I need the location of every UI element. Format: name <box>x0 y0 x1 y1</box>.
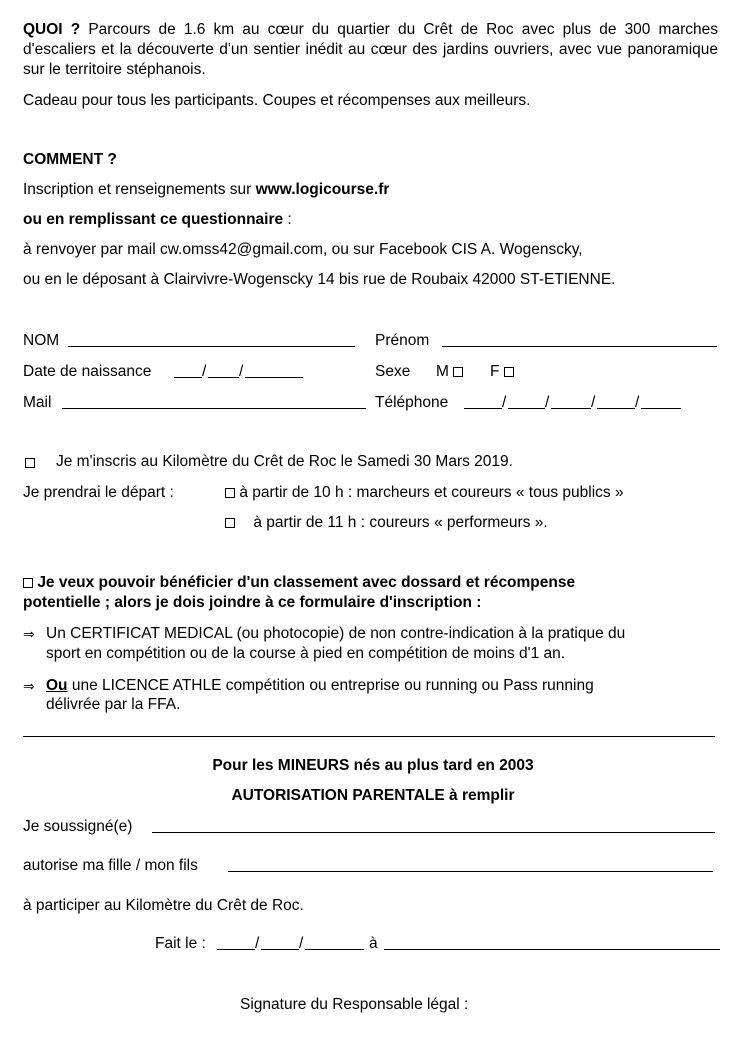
tel-sep-4: / <box>635 394 640 411</box>
certificat-line2: sport en compétition ou de la course à pied en compétition de moins d'1 an. <box>46 645 566 662</box>
date-sep-2: / <box>239 363 244 380</box>
sexe-m-option[interactable] <box>436 363 463 381</box>
questionnaire-rest: : <box>283 211 292 228</box>
date-sep-1: / <box>202 363 207 380</box>
quoi-label: QUOI ? <box>23 21 81 38</box>
naissance-label: Date de naissance <box>23 363 152 380</box>
inscription-main: Je m'inscris au Kilomètre du Crêt de Roc le Samedi 30 Mars 2019. <box>56 453 513 470</box>
sexe-f-option[interactable] <box>490 363 514 381</box>
quoi-paragraph <box>23 20 718 80</box>
cadeau-text: Cadeau pour tous les participants. Coupes et récompenses aux meilleurs. <box>23 92 531 109</box>
website-link[interactable]: www.logicourse.fr <box>255 181 390 198</box>
depart-10h-checkbox[interactable] <box>225 488 235 498</box>
naissance-month-field[interactable] <box>208 377 239 378</box>
tel-sep-2: / <box>545 394 550 411</box>
classement-text1: Je veux pouvoir bénéficier d'un classement avec dossard et récompense <box>37 574 576 591</box>
inscription-option[interactable] <box>25 454 35 472</box>
nom-field[interactable] <box>68 346 355 347</box>
participer-text: à participer au Kilomètre du Crêt de Roc. <box>23 897 304 914</box>
fait-sep-2: / <box>299 935 304 952</box>
fait-sep-1: / <box>255 935 260 952</box>
certificat-line1: Un CERTIFICAT MEDICAL (ou photocopie) de non contre-indication à la pratique du <box>46 625 626 642</box>
sexe-f-checkbox[interactable] <box>504 367 514 377</box>
inscription-line <box>23 181 389 199</box>
signature-label: Signature du Responsable légal : <box>240 996 469 1013</box>
telephone-label: Téléphone <box>375 394 449 411</box>
licence-line2: délivrée par la FFA. <box>46 696 181 713</box>
mail-line: à renvoyer par mail cw.omss42@gmail.com, ou sur Facebook CIS A. Wogenscky, <box>23 241 583 258</box>
quoi-text: Parcours de 1.6 km au cœur du quartier du Crêt de Roc avec plus de 300 marches d'escaliers et la découverte d'un sentier inédit au cœur des jardins ouvriers, avec vue panoramique sur le territoire stéphanois. <box>23 21 718 78</box>
comment-label: COMMENT ? <box>23 151 117 168</box>
inscription-checkbox[interactable] <box>25 458 35 468</box>
mineurs-title: Pour les MINEURS nés au plus tard en 2003 <box>212 757 534 774</box>
arrow-icon: ⇒ <box>23 679 35 695</box>
tel-field-3[interactable] <box>551 408 591 409</box>
naissance-day-field[interactable] <box>174 377 202 378</box>
fait-le-day-field[interactable] <box>217 949 255 950</box>
fait-le-month-field[interactable] <box>261 949 299 950</box>
depot-line: ou en le déposant à Clairvivre-Wogenscky 14 bis rue de Roubaix 42000 ST-ETIENNE. <box>23 271 616 288</box>
soussigne-label: Je soussigné(e) <box>23 818 133 835</box>
classement-line1[interactable] <box>23 574 575 592</box>
lieu-field[interactable] <box>384 949 720 950</box>
a-label: à <box>369 935 378 952</box>
depart-option-11h[interactable] <box>225 514 548 532</box>
autorisation-title: AUTORISATION PARENTALE à remplir <box>231 787 515 804</box>
depart-11h-checkbox[interactable] <box>225 518 235 528</box>
classement-checkbox[interactable] <box>23 578 33 588</box>
prenom-label: Prénom <box>375 332 430 349</box>
fait-le-year-field[interactable] <box>305 949 364 950</box>
licence-ou: Ou <box>46 677 68 694</box>
prenom-field[interactable] <box>442 346 717 347</box>
depart-option-10h[interactable] <box>225 484 624 502</box>
tel-field-4[interactable] <box>597 408 635 409</box>
classement-line2: potentielle ; alors je dois joindre à ce formulaire d'inscription : <box>23 594 482 611</box>
tel-sep-3: / <box>591 394 596 411</box>
divider <box>23 736 715 737</box>
questionnaire-bold: ou en remplissant ce questionnaire <box>23 211 284 228</box>
naissance-year-field[interactable] <box>245 377 303 378</box>
nom-label: NOM <box>23 332 60 349</box>
mail-label: Mail <box>23 394 52 411</box>
sexe-m-checkbox[interactable] <box>453 367 463 377</box>
depart-10h-label: à partir de 10 h : marcheurs et coureurs « tous publics » <box>239 484 624 501</box>
tel-field-5[interactable] <box>641 408 681 409</box>
inscription-prefix: Inscription et renseignements sur <box>23 181 256 198</box>
depart-11h-label: à partir de 11 h : coureurs « performeurs ». <box>253 514 548 531</box>
fait-le-label: Fait le : <box>155 935 206 952</box>
enfant-field[interactable] <box>228 871 713 872</box>
sexe-f-label: F <box>490 363 500 380</box>
soussigne-field[interactable] <box>152 832 715 833</box>
tel-sep-1: / <box>502 394 507 411</box>
questionnaire-line <box>23 211 292 229</box>
arrow-icon: ⇒ <box>23 627 35 643</box>
licence-text: une LICENCE ATHLE compétition ou entreprise ou running ou Pass running <box>67 677 594 694</box>
autorise-label: autorise ma fille / mon fils <box>23 857 198 874</box>
licence-line1 <box>46 677 594 695</box>
sexe-label: Sexe <box>375 363 411 380</box>
sexe-m-label: M <box>436 363 449 380</box>
mail-field[interactable] <box>62 408 366 409</box>
tel-field-1[interactable] <box>464 408 502 409</box>
depart-label: Je prendrai le départ : <box>23 484 174 501</box>
tel-field-2[interactable] <box>508 408 545 409</box>
